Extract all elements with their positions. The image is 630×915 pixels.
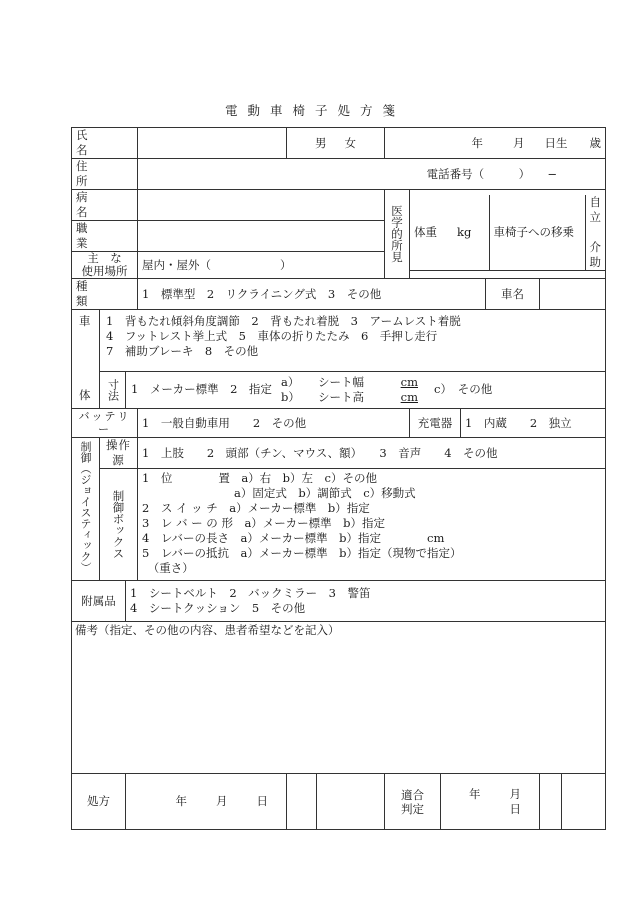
address-label: 住 所 — [72, 159, 138, 190]
job-field[interactable] — [138, 221, 385, 252]
source-label: 操作源 — [100, 438, 138, 469]
usage-field[interactable]: 屋内・屋外（ ） — [138, 252, 385, 279]
remarks-field[interactable] — [72, 622, 606, 774]
battery-row — [72, 409, 606, 438]
source-options[interactable]: 1 上肢 2 頭部（チン、マウス、額） 3 音声 4 その他 — [138, 438, 606, 469]
disease-row — [72, 190, 606, 221]
fit-stamp-1[interactable] — [540, 774, 562, 830]
prescription-date[interactable]: 年 月 日 — [126, 774, 287, 830]
name-label: 氏 名 — [72, 128, 138, 159]
type-label: 種 類 — [72, 279, 138, 310]
phone-label: 電話番号（ ） − — [426, 166, 558, 181]
transfer-label: 車椅子への移乗 — [489, 195, 585, 271]
control-box-label: 制御ボックス — [100, 469, 138, 581]
address-row — [72, 159, 606, 190]
fit-stamp-2[interactable] — [562, 774, 606, 830]
prescription-label: 処方 — [72, 774, 126, 830]
sex-female[interactable]: 女 — [344, 135, 357, 150]
fit-date[interactable]: 年 月 日 — [441, 774, 540, 830]
disease-label: 病 名 — [72, 190, 138, 221]
dimension-row — [72, 372, 606, 409]
type-options[interactable]: 1 標準型 2 リクライニング式 3 その他 — [138, 279, 486, 310]
type-row — [72, 279, 606, 310]
car-name-field[interactable] — [540, 279, 606, 310]
fit-label: 適合 判定 — [385, 774, 441, 830]
weight-field[interactable]: 体重 kg — [410, 195, 489, 271]
footer-row — [72, 774, 606, 830]
charger-options[interactable]: 1 内蔵 2 独立 — [461, 409, 606, 438]
transfer-options[interactable]: 自立介助 — [585, 195, 605, 271]
birth-field[interactable]: 年 月 日生 歳 — [385, 128, 606, 159]
control-box-row — [72, 469, 606, 581]
remarks-label: 備考（指定、その他の内容、患者希望などを記入） — [75, 623, 340, 637]
prescription-stamp-1[interactable] — [287, 774, 317, 830]
opinion-free-area[interactable] — [410, 271, 605, 274]
name-field[interactable] — [138, 128, 287, 159]
dimension-options[interactable]: 1 メーカー標準 2 指定 a） b） シート幅 cm シート高 cm c） その他 — [126, 372, 606, 409]
prescription-form — [71, 127, 606, 830]
accessory-options[interactable]: 1 シートベルト 2 バックミラー 3 警笛 4 シートクッション 5 その他 — [126, 581, 606, 622]
battery-label: バッテリー — [72, 409, 138, 438]
body-features-row — [72, 310, 606, 372]
sex-field[interactable] — [287, 128, 385, 159]
control-box-options[interactable]: 1 位 置 a）右 b）左 c）その他 a）固定式 b）調節式 c）移動式 2 ス イ ッ チ a）メーカー標準 b）指定 3 レ バ ー の 形 a）メーカー標準 b）指定 4 レバーの長さ a）メーカー標準 b）指定 cm 5 レバーの抵抗 a）メーカー標準 b）指定（現物で指定） （重さ） — [138, 469, 606, 581]
charger-label: 充電器 — [410, 409, 461, 438]
dimension-label: 寸法 — [100, 372, 126, 409]
opinion-area[interactable] — [410, 190, 606, 279]
job-label: 職 業 — [72, 221, 138, 252]
remarks-row — [72, 622, 606, 774]
accessory-label: 附属品 — [72, 581, 126, 622]
control-label: 制御（ジョイスティック） — [72, 438, 100, 581]
document-title: 電動車椅子処方箋 — [224, 103, 405, 118]
medical-opinion-label: 医学的所見 — [385, 190, 410, 279]
accessory-row — [72, 581, 606, 622]
disease-field[interactable] — [138, 190, 385, 221]
body-label: 車 体 — [72, 310, 100, 409]
battery-options[interactable]: 1 一般自動車用 2 その他 — [138, 409, 410, 438]
name-row — [72, 128, 606, 159]
body-features-options[interactable]: 1 背もたれ傾斜角度調節 2 背もたれ着脱 3 アームレスト着脱 4 フットレスト挙上式 5 車体の折りたたみ 6 手押し走行 7 補助ブレーキ 8 その他 — [100, 310, 606, 372]
usage-label: 主 な 使用場所 — [72, 252, 138, 279]
control-source-row — [72, 438, 606, 469]
sex-male[interactable]: 男 — [315, 135, 327, 150]
prescription-stamp-2[interactable] — [317, 774, 385, 830]
car-name-label: 車名 — [486, 279, 540, 310]
address-field[interactable] — [138, 159, 606, 190]
